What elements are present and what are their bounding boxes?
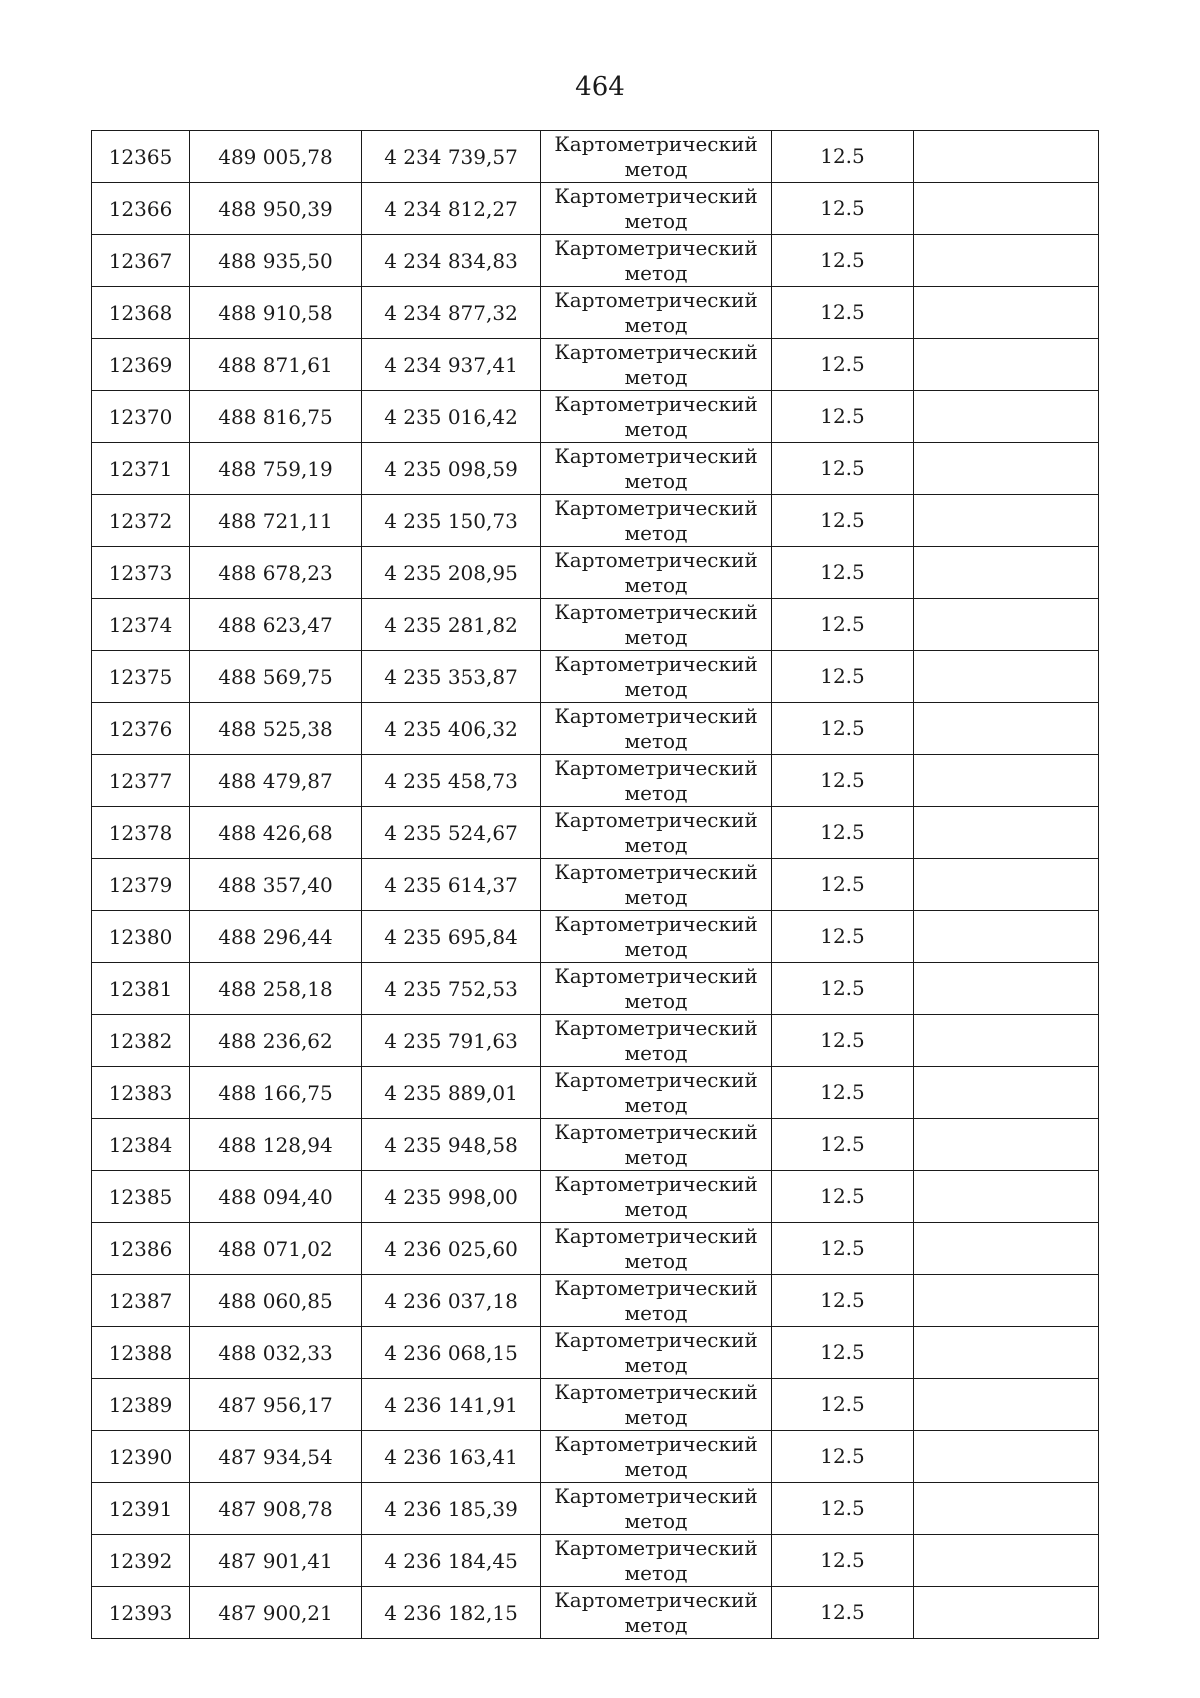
note-cell [914,495,1099,547]
y-coordinate-cell: 4 236 141,91 [362,1379,541,1431]
method-cell [541,859,772,911]
table-row [92,287,1099,339]
table-row [92,1379,1099,1431]
precision-cell: 12.5 [772,1379,914,1431]
point-number-cell: 12368 [92,287,190,339]
table-row [92,1171,1099,1223]
precision-cell: 12.5 [772,1223,914,1275]
method-line-1: Картометрический [554,1119,758,1144]
y-coordinate-cell: 4 235 016,42 [362,391,541,443]
precision-cell: 12.5 [772,1119,914,1171]
method-line-1: Картометрический [554,339,758,364]
y-coordinate-cell: 4 236 185,39 [362,1483,541,1535]
method-cell [541,1587,772,1639]
table-row [92,807,1099,859]
y-coordinate-cell: 4 235 614,37 [362,859,541,911]
table-row [92,963,1099,1015]
table-row [92,1067,1099,1119]
precision-cell: 12.5 [772,1431,914,1483]
method-line-1: Картометрический [554,131,758,156]
note-cell [914,1015,1099,1067]
x-coordinate-cell: 488 816,75 [190,391,362,443]
x-coordinate-cell: 488 258,18 [190,963,362,1015]
method-line-2: метод [624,156,688,181]
point-number-cell: 12383 [92,1067,190,1119]
method-line-2: метод [624,1404,688,1429]
note-cell [914,911,1099,963]
point-number-cell: 12377 [92,755,190,807]
method-cell [541,651,772,703]
x-coordinate-cell: 488 128,94 [190,1119,362,1171]
x-coordinate-cell: 488 950,39 [190,183,362,235]
method-line-1: Картометрический [554,1379,758,1404]
table-row [92,495,1099,547]
table-row [92,443,1099,495]
method-line-1: Картометрический [554,599,758,624]
method-line-1: Картометрический [554,1223,758,1248]
method-line-1: Картометрический [554,755,758,780]
y-coordinate-cell: 4 234 739,57 [362,131,541,183]
method-cell [541,1015,772,1067]
method-line-2: метод [624,1560,688,1585]
precision-cell: 12.5 [772,1587,914,1639]
point-number-cell: 12393 [92,1587,190,1639]
method-cell [541,1275,772,1327]
x-coordinate-cell: 488 071,02 [190,1223,362,1275]
note-cell [914,1067,1099,1119]
method-line-2: метод [624,676,688,701]
method-line-1: Картометрический [554,1483,758,1508]
point-number-cell: 12380 [92,911,190,963]
method-cell [541,1535,772,1587]
method-cell [541,183,772,235]
note-cell [914,859,1099,911]
note-cell [914,443,1099,495]
method-line-2: метод [624,468,688,493]
table-row [92,1327,1099,1379]
table-row [92,651,1099,703]
method-cell [541,547,772,599]
method-line-2: метод [624,832,688,857]
point-number-cell: 12366 [92,183,190,235]
method-cell [541,1483,772,1535]
method-cell [541,287,772,339]
method-line-1: Картометрический [554,183,758,208]
method-line-1: Картометрический [554,1171,758,1196]
method-line-1: Картометрический [554,807,758,832]
method-line-2: метод [624,1508,688,1533]
table-row [92,1535,1099,1587]
note-cell [914,287,1099,339]
table-row [92,1015,1099,1067]
table-row [92,703,1099,755]
precision-cell: 12.5 [772,1015,914,1067]
precision-cell: 12.5 [772,131,914,183]
method-line-2: метод [624,780,688,805]
precision-cell: 12.5 [772,651,914,703]
point-number-cell: 12382 [92,1015,190,1067]
precision-cell: 12.5 [772,495,914,547]
y-coordinate-cell: 4 235 791,63 [362,1015,541,1067]
y-coordinate-cell: 4 235 695,84 [362,911,541,963]
point-number-cell: 12376 [92,703,190,755]
note-cell [914,235,1099,287]
table-row [92,911,1099,963]
precision-cell: 12.5 [772,599,914,651]
point-number-cell: 12367 [92,235,190,287]
y-coordinate-cell: 4 235 948,58 [362,1119,541,1171]
method-line-2: метод [624,1040,688,1065]
note-cell [914,339,1099,391]
method-line-1: Картометрический [554,963,758,988]
y-coordinate-cell: 4 235 208,95 [362,547,541,599]
method-cell [541,1431,772,1483]
y-coordinate-cell: 4 235 458,73 [362,755,541,807]
method-cell [541,755,772,807]
note-cell [914,1223,1099,1275]
method-line-1: Картометрический [554,859,758,884]
point-number-cell: 12372 [92,495,190,547]
table-row [92,1587,1099,1639]
note-cell [914,1171,1099,1223]
table-row [92,391,1099,443]
method-line-1: Картометрический [554,1587,758,1612]
x-coordinate-cell: 487 956,17 [190,1379,362,1431]
x-coordinate-cell: 487 908,78 [190,1483,362,1535]
table-row [92,547,1099,599]
table-row [92,1223,1099,1275]
method-cell [541,131,772,183]
note-cell [914,547,1099,599]
page-number: 464 [575,72,625,102]
x-coordinate-cell: 488 094,40 [190,1171,362,1223]
point-number-cell: 12379 [92,859,190,911]
x-coordinate-cell: 488 569,75 [190,651,362,703]
x-coordinate-cell: 489 005,78 [190,131,362,183]
note-cell [914,1327,1099,1379]
precision-cell: 12.5 [772,963,914,1015]
x-coordinate-cell: 487 900,21 [190,1587,362,1639]
x-coordinate-cell: 488 357,40 [190,859,362,911]
method-line-2: метод [624,988,688,1013]
y-coordinate-cell: 4 235 752,53 [362,963,541,1015]
note-cell [914,1431,1099,1483]
precision-cell: 12.5 [772,547,914,599]
note-cell [914,1535,1099,1587]
table-row [92,859,1099,911]
method-line-2: метод [624,572,688,597]
method-cell [541,1067,772,1119]
method-line-1: Картометрический [554,287,758,312]
x-coordinate-cell: 488 236,62 [190,1015,362,1067]
note-cell [914,131,1099,183]
method-line-2: метод [624,416,688,441]
x-coordinate-cell: 488 759,19 [190,443,362,495]
method-line-1: Картометрический [554,391,758,416]
method-line-2: метод [624,728,688,753]
table-row [92,183,1099,235]
table-row [92,755,1099,807]
precision-cell: 12.5 [772,755,914,807]
y-coordinate-cell: 4 236 025,60 [362,1223,541,1275]
precision-cell: 12.5 [772,391,914,443]
precision-cell: 12.5 [772,859,914,911]
x-coordinate-cell: 488 296,44 [190,911,362,963]
x-coordinate-cell: 488 479,87 [190,755,362,807]
precision-cell: 12.5 [772,703,914,755]
note-cell [914,703,1099,755]
precision-cell: 12.5 [772,1171,914,1223]
x-coordinate-cell: 488 525,38 [190,703,362,755]
x-coordinate-cell: 488 166,75 [190,1067,362,1119]
method-cell [541,963,772,1015]
table-row [92,599,1099,651]
method-line-1: Картометрический [554,235,758,260]
precision-cell: 12.5 [772,1483,914,1535]
note-cell [914,599,1099,651]
method-line-1: Картометрический [554,651,758,676]
x-coordinate-cell: 488 426,68 [190,807,362,859]
y-coordinate-cell: 4 235 353,87 [362,651,541,703]
y-coordinate-cell: 4 234 877,32 [362,287,541,339]
point-number-cell: 12369 [92,339,190,391]
x-coordinate-cell: 488 721,11 [190,495,362,547]
point-number-cell: 12374 [92,599,190,651]
method-line-1: Картометрический [554,495,758,520]
method-cell [541,1327,772,1379]
method-cell [541,443,772,495]
y-coordinate-cell: 4 234 812,27 [362,183,541,235]
x-coordinate-cell: 488 032,33 [190,1327,362,1379]
x-coordinate-cell: 488 060,85 [190,1275,362,1327]
precision-cell: 12.5 [772,235,914,287]
method-line-2: метод [624,884,688,909]
y-coordinate-cell: 4 234 937,41 [362,339,541,391]
method-cell [541,1223,772,1275]
method-line-1: Картометрический [554,547,758,572]
precision-cell: 12.5 [772,1067,914,1119]
note-cell [914,807,1099,859]
note-cell [914,1119,1099,1171]
point-number-cell: 12384 [92,1119,190,1171]
point-number-cell: 12388 [92,1327,190,1379]
note-cell [914,755,1099,807]
point-number-cell: 12389 [92,1379,190,1431]
y-coordinate-cell: 4 236 068,15 [362,1327,541,1379]
method-line-1: Картометрический [554,1015,758,1040]
method-cell [541,495,772,547]
method-line-2: метод [624,1352,688,1377]
method-cell [541,235,772,287]
y-coordinate-cell: 4 236 182,15 [362,1587,541,1639]
note-cell [914,391,1099,443]
precision-cell: 12.5 [772,1535,914,1587]
precision-cell: 12.5 [772,807,914,859]
method-line-1: Картометрический [554,1067,758,1092]
precision-cell: 12.5 [772,1327,914,1379]
table-row [92,131,1099,183]
method-line-2: метод [624,1248,688,1273]
y-coordinate-cell: 4 235 281,82 [362,599,541,651]
method-line-1: Картометрический [554,443,758,468]
y-coordinate-cell: 4 236 037,18 [362,1275,541,1327]
point-number-cell: 12391 [92,1483,190,1535]
point-number-cell: 12387 [92,1275,190,1327]
point-number-cell: 12378 [92,807,190,859]
method-line-1: Картометрический [554,1327,758,1352]
method-line-2: метод [624,1300,688,1325]
method-cell [541,391,772,443]
method-cell [541,911,772,963]
method-line-1: Картометрический [554,1431,758,1456]
table-row [92,1431,1099,1483]
x-coordinate-cell: 488 935,50 [190,235,362,287]
point-number-cell: 12375 [92,651,190,703]
method-cell [541,1119,772,1171]
y-coordinate-cell: 4 234 834,83 [362,235,541,287]
precision-cell: 12.5 [772,183,914,235]
method-cell [541,1379,772,1431]
x-coordinate-cell: 488 678,23 [190,547,362,599]
coordinates-table [91,130,1099,1639]
x-coordinate-cell: 488 910,58 [190,287,362,339]
method-line-2: метод [624,1144,688,1169]
precision-cell: 12.5 [772,339,914,391]
method-line-2: метод [624,208,688,233]
method-line-1: Картометрический [554,1535,758,1560]
point-number-cell: 12392 [92,1535,190,1587]
method-line-2: метод [624,312,688,337]
table-row [92,235,1099,287]
y-coordinate-cell: 4 236 184,45 [362,1535,541,1587]
point-number-cell: 12385 [92,1171,190,1223]
method-line-2: метод [624,936,688,961]
note-cell [914,963,1099,1015]
method-line-1: Картометрический [554,911,758,936]
note-cell [914,1483,1099,1535]
point-number-cell: 12390 [92,1431,190,1483]
method-line-2: метод [624,1092,688,1117]
x-coordinate-cell: 487 901,41 [190,1535,362,1587]
y-coordinate-cell: 4 235 998,00 [362,1171,541,1223]
method-line-2: метод [624,1196,688,1221]
y-coordinate-cell: 4 235 098,59 [362,443,541,495]
coordinates-table-body [92,131,1099,1639]
point-number-cell: 12373 [92,547,190,599]
precision-cell: 12.5 [772,287,914,339]
method-line-2: метод [624,260,688,285]
note-cell [914,1379,1099,1431]
method-line-2: метод [624,520,688,545]
y-coordinate-cell: 4 235 889,01 [362,1067,541,1119]
table-row [92,1119,1099,1171]
x-coordinate-cell: 488 871,61 [190,339,362,391]
note-cell [914,1587,1099,1639]
table-row [92,339,1099,391]
point-number-cell: 12365 [92,131,190,183]
method-cell [541,599,772,651]
method-line-2: метод [624,364,688,389]
method-cell [541,703,772,755]
method-line-1: Картометрический [554,1275,758,1300]
precision-cell: 12.5 [772,911,914,963]
point-number-cell: 12371 [92,443,190,495]
method-cell [541,339,772,391]
method-cell [541,807,772,859]
x-coordinate-cell: 488 623,47 [190,599,362,651]
y-coordinate-cell: 4 235 406,32 [362,703,541,755]
x-coordinate-cell: 487 934,54 [190,1431,362,1483]
method-cell [541,1171,772,1223]
y-coordinate-cell: 4 236 163,41 [362,1431,541,1483]
y-coordinate-cell: 4 235 524,67 [362,807,541,859]
point-number-cell: 12370 [92,391,190,443]
method-line-1: Картометрический [554,703,758,728]
note-cell [914,651,1099,703]
table-row [92,1483,1099,1535]
note-cell [914,183,1099,235]
point-number-cell: 12381 [92,963,190,1015]
note-cell [914,1275,1099,1327]
table-row [92,1275,1099,1327]
precision-cell: 12.5 [772,443,914,495]
method-line-2: метод [624,1456,688,1481]
y-coordinate-cell: 4 235 150,73 [362,495,541,547]
precision-cell: 12.5 [772,1275,914,1327]
method-line-2: метод [624,624,688,649]
method-line-2: метод [624,1612,688,1637]
point-number-cell: 12386 [92,1223,190,1275]
